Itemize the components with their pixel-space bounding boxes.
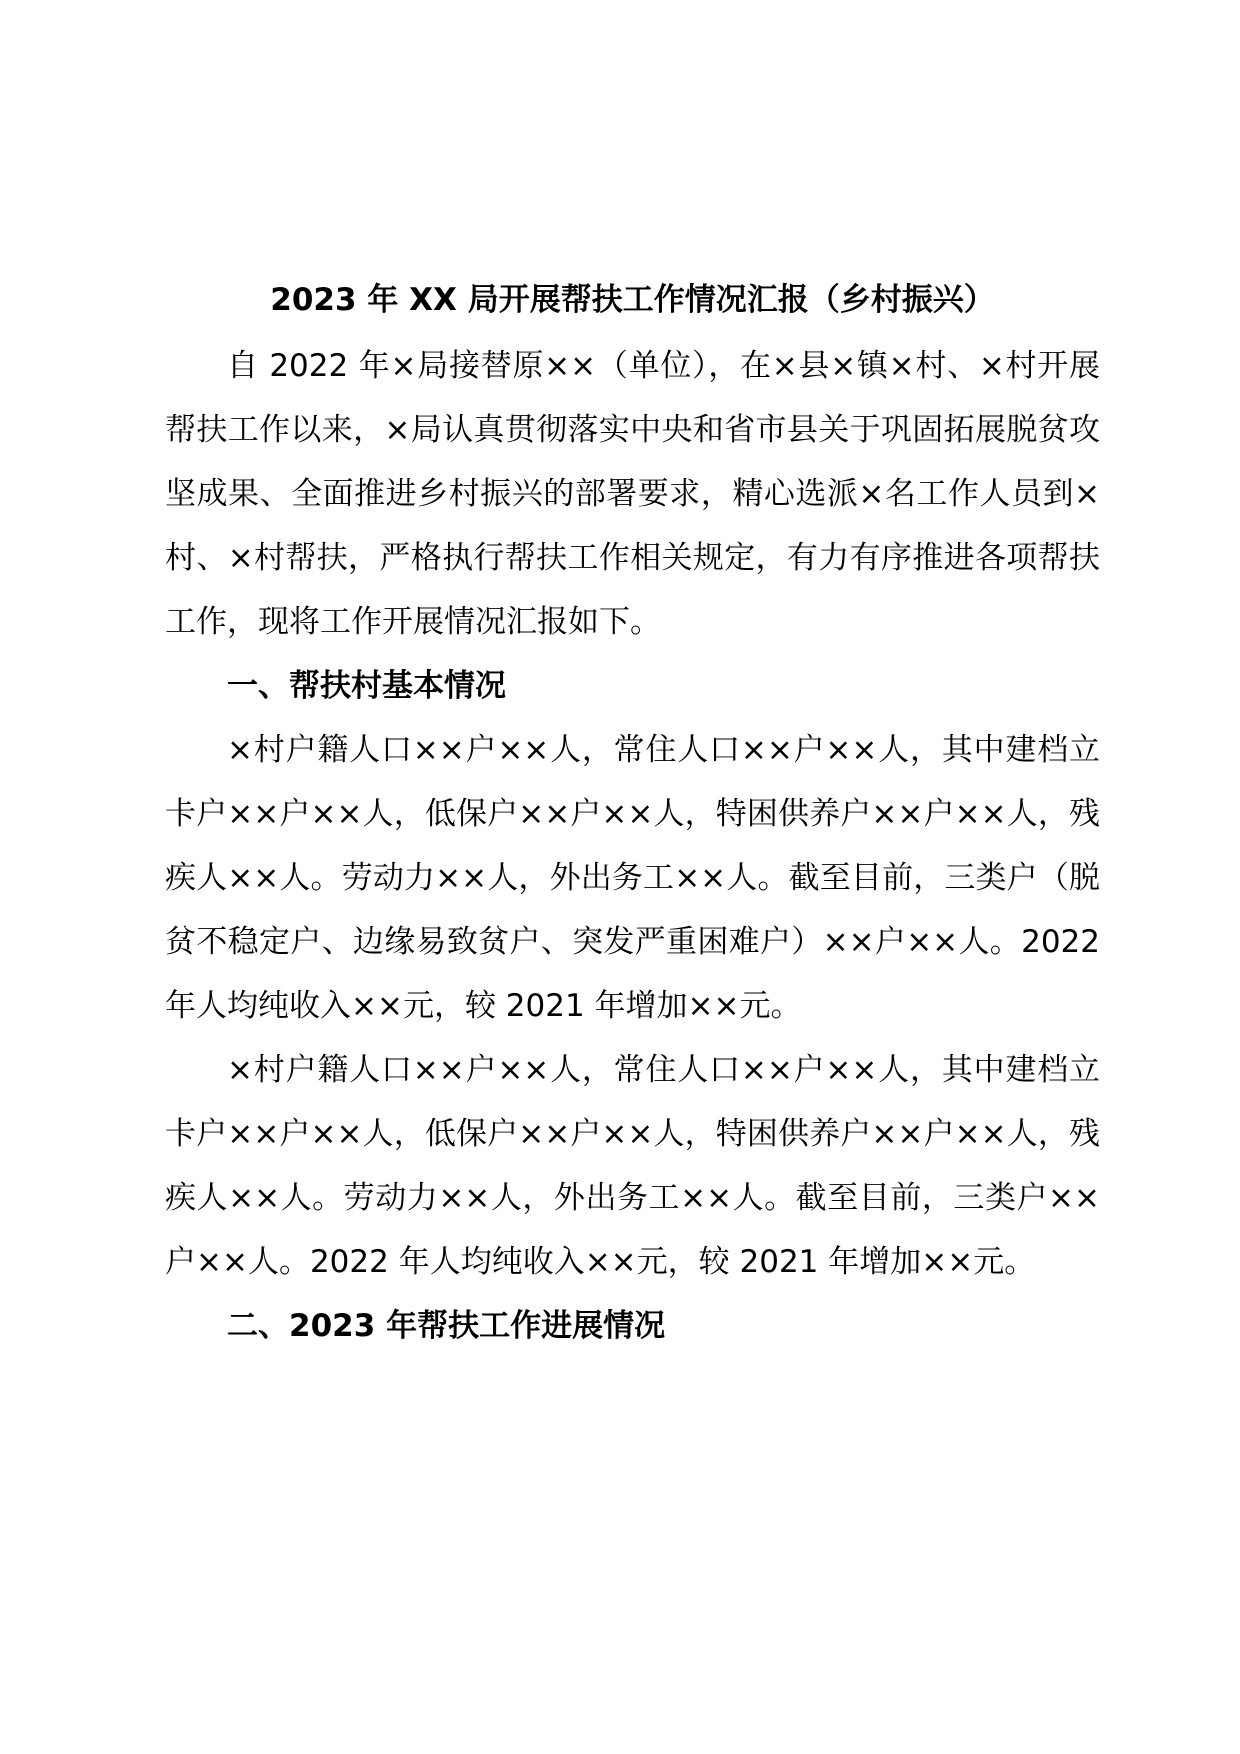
section-heading-basic-situation: 一、帮扶村基本情况 [227,668,506,704]
document-body [165,270,1100,1358]
village-2-paragraph: ×村户籍人口××户××人，常住人口××户××人，其中建档立卡户××户××人，低保户××户××人，特困供养户××户××人，残疾人××人。劳动力××人，外出务工××人。截至目前，三类户××户××人。2022 年人均纯收入××元，较 2021 年增加××元。 [165,1052,1100,1280]
document-title: 2023 年 XX 局开展帮扶工作情况汇报（乡村振兴） [270,282,995,318]
village-1-paragraph: ×村户籍人口××户××人，常住人口××户××人，其中建档立卡户××户××人，低保户××户××人，特困供养户××户××人，残疾人××人。劳动力××人，外出务工××人。截至目前，三类户（脱贫不稳定户、边缘易致贫户、突发严重困难户）××户××人。2022 年人均纯收入××元，较 2021 年增加××元。 [165,732,1100,1024]
intro-paragraph: 自 2022 年×局接替原××（单位），在×县×镇×村、×村开展帮扶工作以来，×局认真贯彻落实中央和省市县关于巩固拓展脱贫攻坚成果、全面推进乡村振兴的部署要求，精心选派×名工作人员到×村、×村帮扶，严格执行帮扶工作相关规定，有力有序推进各项帮扶工作，现将工作开展情况汇报如下。 [165,348,1100,640]
section-heading-progress: 二、2023 年帮扶工作进展情况 [227,1308,666,1344]
